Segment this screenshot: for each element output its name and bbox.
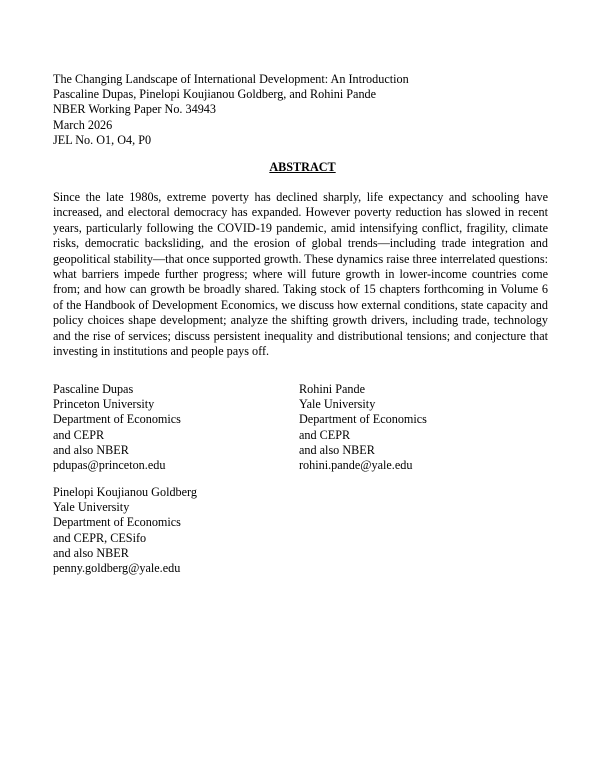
author-email: penny.goldberg@yale.edu bbox=[53, 560, 181, 575]
author-affiliation: and CEPR, CESifo bbox=[53, 530, 147, 545]
author-also: and also NBER bbox=[53, 442, 129, 457]
author-institution: Yale University bbox=[53, 500, 130, 515]
author-institution: Princeton University bbox=[53, 397, 155, 412]
author-department: Department of Economics bbox=[299, 412, 427, 427]
author-affiliation: and CEPR bbox=[299, 427, 351, 442]
author-department: Department of Economics bbox=[53, 515, 181, 530]
author-name: Pascaline Dupas bbox=[53, 382, 134, 396]
author-also: and also NBER bbox=[299, 442, 375, 457]
abstract-text: Since the late 1980s, extreme poverty has declined sharply, life expectancy and schooling have increased, and electoral democracy has expanded. However poverty reduction has slowed in recent years, particularly following the COVID-19 pandemic, amid intensifying conflict, fragility, climate risks, democratic backsliding, and the erosion of global trends—including trade integration and geopolitical stability—that once supported growth. These dynamics raise three interrelated questions: what barriers impede further progress; where will future growth in lower-income countries come from; and how can growth be broadly shared. Taking stock of 15 chapters forthcoming in Volume 6 of the Handbook of Development Economics, we discuss how external conditions, state capacity and policy choices shape development; analyze the shifting growth drivers, including trade, technology and the rise of services; discuss persistent inequality and distributional tensions; and conjecture that investing in institutions and people pays off. bbox=[53, 190, 548, 359]
author-affiliation: and CEPR bbox=[53, 427, 105, 442]
author-department: Department of Economics bbox=[53, 412, 181, 427]
paper-header bbox=[53, 72, 553, 148]
author-name: Pinelopi Koujianou Goldberg bbox=[53, 485, 197, 499]
paper-authors: Pascaline Dupas, Pinelopi Koujianou Goldberg, and Rohini Pande bbox=[53, 87, 377, 102]
author-name: Rohini Pande bbox=[299, 382, 366, 396]
paper-jel-codes: JEL No. O1, O4, P0 bbox=[53, 132, 152, 147]
paper-title: The Changing Landscape of International Development: An Introduction bbox=[53, 72, 409, 86]
author-block-goldberg bbox=[53, 485, 197, 576]
author-email: pdupas@princeton.edu bbox=[53, 457, 166, 472]
paper-series: NBER Working Paper No. 34943 bbox=[53, 102, 216, 117]
paper-date: March 2026 bbox=[53, 117, 113, 132]
author-also: and also NBER bbox=[53, 545, 129, 560]
author-email: rohini.pande@yale.edu bbox=[299, 457, 413, 472]
author-institution: Yale University bbox=[299, 397, 376, 412]
abstract-heading: ABSTRACT bbox=[269, 160, 336, 174]
author-block-pande bbox=[299, 382, 427, 473]
author-block-dupas bbox=[53, 382, 181, 473]
